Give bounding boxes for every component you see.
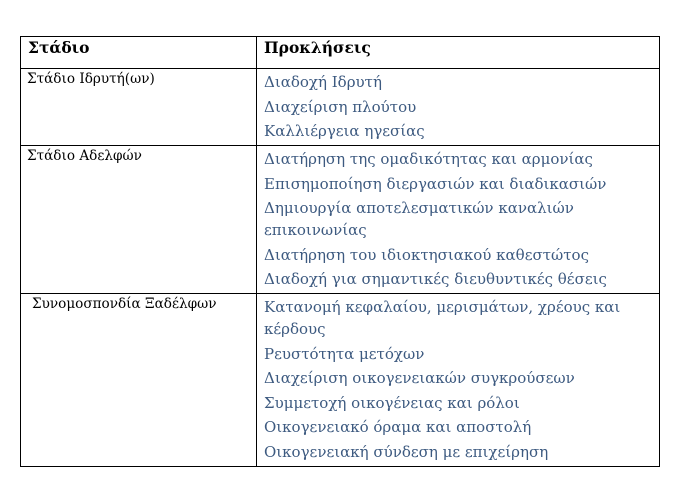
list-item: Διαδοχή για σημαντικές διευθυντικές θέσεις xyxy=(264,270,607,288)
challenge-list xyxy=(257,69,659,145)
list-item: Οικογενειακή σύνδεση με επιχείρηση xyxy=(264,442,549,461)
challenges-cell xyxy=(257,146,660,294)
challenge-list xyxy=(257,146,659,293)
column-header-stage: Στάδιο xyxy=(21,37,257,69)
list-item: Κατανομή κεφαλαίου, μερισμάτων, χρέους και κέρδους xyxy=(264,298,621,338)
challenge-list xyxy=(257,294,659,466)
list-item: Διατήρηση του ιδιοκτησιακού καθεστώτος xyxy=(264,245,589,264)
challenges-cell xyxy=(257,294,660,467)
stage-cell xyxy=(21,69,257,146)
stage-cell xyxy=(21,146,257,294)
list-item: Δημιουργία αποτελεσματικών καναλιών επικοινωνίας xyxy=(264,199,574,239)
table-row xyxy=(21,69,660,146)
stage-label: Στάδιο Αδελφών xyxy=(27,148,142,164)
family-business-challenges-table xyxy=(20,36,660,467)
table-row xyxy=(21,146,660,294)
column-header-challenges: Προκλήσεις xyxy=(257,37,660,69)
stage-label: Συνομοσπονδία Ξαδέλφων xyxy=(32,296,217,312)
list-item: Συμμετοχή οικογένειας και ρόλοι xyxy=(264,393,520,412)
table-header-row xyxy=(21,37,660,69)
list-item: Καλλιέργεια ηγεσίας xyxy=(264,122,425,140)
list-item: Διαχείριση πλούτου xyxy=(264,97,417,116)
challenges-cell xyxy=(257,69,660,146)
list-item: Διαδοχή Ιδρυτή xyxy=(264,73,382,91)
list-item: Οικογενειακό όραμα και αποστολή xyxy=(264,418,532,436)
stage-label: Στάδιο Ιδρυτή(ων) xyxy=(27,71,155,87)
stage-cell xyxy=(21,294,257,467)
list-item: Επισημοποίηση διεργασιών και διαδικασιών xyxy=(264,174,607,193)
table-row xyxy=(21,294,660,467)
list-item: Διαχείριση οικογενειακών συγκρούσεων xyxy=(264,369,575,387)
list-item: Διατήρηση της ομαδικότητας και αρμονίας xyxy=(264,150,593,168)
list-item: Ρευστότητα μετόχων xyxy=(264,344,425,363)
